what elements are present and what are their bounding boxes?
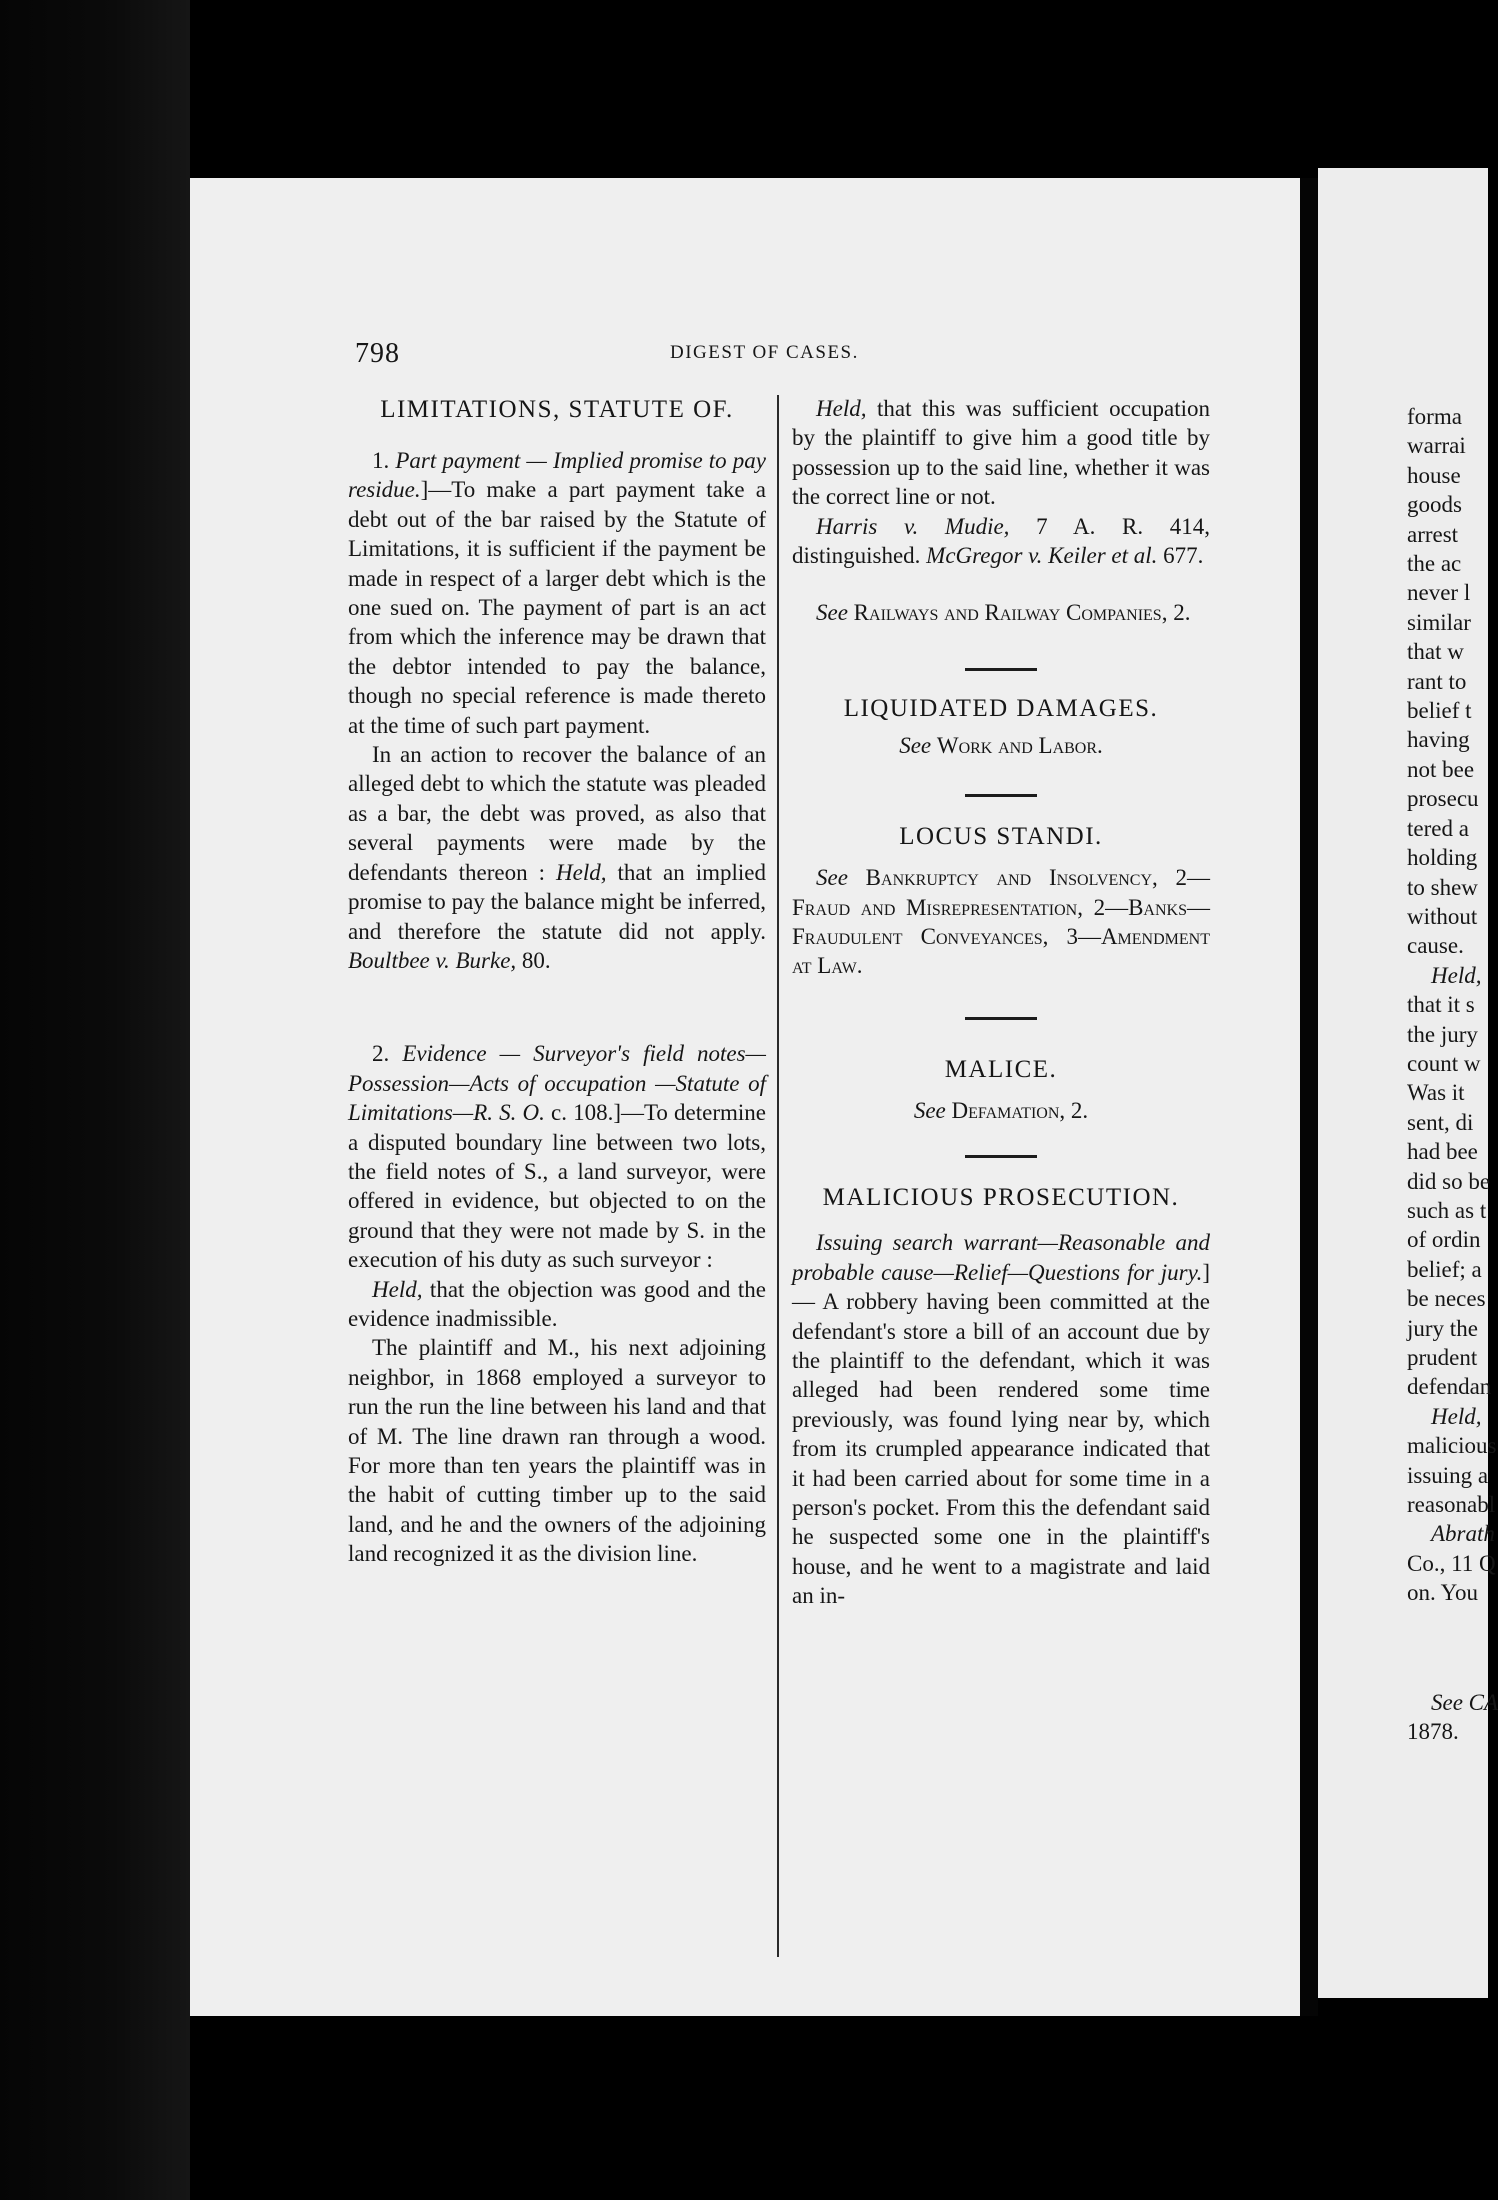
next-page-line: had bee <box>1407 1139 1478 1165</box>
next-page-line: See CA <box>1431 1689 1498 1715</box>
right-column <box>792 394 1210 1611</box>
next-page-line: never l <box>1407 580 1471 606</box>
cross-ref-text: Railways and Railway Companies, 2. <box>853 600 1191 626</box>
citation-1-ref: 7 A. R. 414, distinguished. <box>792 513 1210 569</box>
case-text: ]—To make a part payment take a debt out of the bar raised by the Statute of Limitations, it is sufficient if the payment be made in respect of a larger debt which is the one sued on. The payment of part is an act from which the inference may be drawn that the debtor intended to pay the balance, though no special reference is made thereto at the time of such part payment. <box>348 477 766 738</box>
heading-liquidated-damages: LIQUIDATED DAMAGES. <box>843 694 1159 722</box>
next-page-line: Abrath <box>1431 1521 1495 1547</box>
next-page-line: on. You <box>1407 1580 1478 1606</box>
case-limitations-2 <box>348 1039 766 1274</box>
next-page-line: goods <box>1407 492 1462 518</box>
held-text: that this was sufficient occupation by the plaintiff to give him a good title by possession up to the said line, whether it was the correct line or not. <box>792 396 1210 510</box>
cross-ref-malice <box>792 1096 1210 1125</box>
heading-locus-standi: LOCUS STANDI. <box>899 823 1103 851</box>
cross-ref-locus <box>792 863 1210 981</box>
next-page-line: without <box>1407 903 1478 929</box>
case-text: ]—To determine a disputed boundary line between two lots, the field notes of S., a land surveyor, were offered in evidence, but objected to on the ground that they were not made by S. in the execution of his duty as such surveyor : <box>348 1100 766 1273</box>
next-page-line: issuing a <box>1407 1462 1489 1488</box>
citation-2: McGregor v. Keiler et al. <box>926 543 1158 569</box>
next-page-line: arrest <box>1407 521 1459 547</box>
case-title: Evidence — Surveyor's field notes—Possession—Acts of occupation —Statute of Limitations—R. S. O. <box>348 1041 767 1126</box>
held-label: Held, <box>816 396 867 421</box>
next-page-line: similar <box>1407 609 1471 635</box>
next-page-line: Held, <box>1431 962 1482 988</box>
held-label: Held, <box>372 1276 423 1302</box>
next-page-line: count w <box>1407 1050 1481 1076</box>
heading-malice: MALICE. <box>944 1055 1058 1083</box>
next-page-line: Was it <box>1407 1080 1465 1106</box>
next-page-line: such as t <box>1407 1197 1487 1223</box>
next-page-line: that it s <box>1407 992 1475 1018</box>
next-page-line: Held, <box>1431 1403 1482 1429</box>
next-page-line: belief t <box>1407 698 1472 724</box>
case-limitations-1 <box>348 446 766 740</box>
citation-1: Harris v. Mudie, <box>816 513 1010 539</box>
next-page-line: holding <box>1407 845 1478 871</box>
column-rule <box>777 395 779 1957</box>
next-page-line: reasonabl <box>1407 1492 1496 1518</box>
para-text: that an implied promise to pay the balance might be inferred, and therefore the statute did not apply. <box>348 859 767 944</box>
cross-ref-railways <box>792 598 1210 627</box>
next-page-line: warrai <box>1407 433 1466 459</box>
case-limitations-2-para3: The plaintiff and M., his next adjoining neighbor, in 1868 employed a surveyor to run the run the line between his land and that of M. The line drawn ran through a wood. For more than ten years the plaintiff was in the habit of cutting timber up to the said land, and he and the owners of the adjoining land recognized it as the division line. <box>348 1335 766 1567</box>
next-page-line: tered a <box>1407 815 1469 841</box>
heading-limitations: LIMITATIONS, STATUTE OF. <box>380 396 734 423</box>
cross-ref-text: Defamation, 2. <box>951 1097 1089 1123</box>
next-page-fragment <box>1318 168 1498 1998</box>
case-malicious-prosecution <box>792 1228 1210 1610</box>
case-number: 1. <box>372 448 390 473</box>
cross-ref-text: Work and Labor. <box>936 732 1103 758</box>
next-page-line: forma <box>1407 404 1462 429</box>
gutter-shadow <box>1300 178 1318 2016</box>
next-page-line: house <box>1407 462 1461 488</box>
para-text: In an action to recover the balance of an alleged debt to which the statute was pleaded as a bar, the debt was proved, as also that several payments were made by the defendants thereon : <box>348 742 766 885</box>
case-limitations-1-para2 <box>348 740 766 975</box>
next-page-line: of ordin <box>1407 1227 1481 1253</box>
next-page-line: sent, di <box>1407 1109 1474 1135</box>
cross-ref-liquidated <box>792 731 1210 760</box>
left-column <box>348 394 766 1569</box>
case-citation: Boultbee v. Burke, <box>348 947 517 973</box>
case-title: Part payment — Implied promise to pay residue. <box>348 448 766 503</box>
next-page-line: rant to <box>1407 668 1467 694</box>
next-page-line: belief; a <box>1407 1256 1482 1282</box>
heading-malicious-prosecution: MALICIOUS PROSECUTION. <box>822 1184 1180 1212</box>
next-page-line: prudent <box>1407 1345 1478 1370</box>
page-number: 798 <box>355 338 400 369</box>
held-text: that the objection was good and the evidence inadmissible. <box>348 1276 766 1331</box>
case-continuation <box>792 394 1210 512</box>
next-page-line: cause. <box>1407 933 1464 959</box>
next-page-line: defendan <box>1407 1374 1492 1400</box>
next-page-line: the ac <box>1407 551 1462 577</box>
next-page-line: prosecu <box>1407 786 1479 812</box>
see-word: See <box>816 600 848 626</box>
scan-background-left <box>0 0 190 2200</box>
case-title-tail: c. 108. <box>551 1100 614 1126</box>
next-page-line: to shew <box>1407 874 1478 900</box>
see-word: See <box>816 865 848 891</box>
case-number: 2. <box>372 1041 390 1067</box>
next-page-line: 1878. <box>1407 1719 1459 1745</box>
citation-page: 80. <box>521 947 551 973</box>
next-page-line: the jury <box>1407 1021 1478 1047</box>
see-word: See <box>899 732 932 758</box>
see-word: See <box>913 1097 946 1123</box>
case-text: ] — A robbery having been committed at the defendant's store a bill of an account due by the plaintiff to the defendant, which it was alleged had been rendered some time previously, was found lying near by, which from its crumpled appearance indicated that it had been carried about for some time in a person's pocket. From this the defendant said he suspected some one in the plaintiff's house, and he went to a magistrate and laid an in- <box>792 1259 1210 1609</box>
case-citations <box>792 512 1210 571</box>
next-page-line: having <box>1407 727 1470 753</box>
next-page-line: be neces <box>1407 1286 1486 1312</box>
next-page-line: Co., 11 Q <box>1407 1550 1496 1576</box>
next-page-line: malicious <box>1407 1433 1497 1459</box>
next-page-line: jury the <box>1407 1315 1478 1341</box>
cross-ref-text: Bankruptcy and Insolvency, 2—Fraud and Misrepresentation, 2—Banks—Fraudulent Conveyances, 3—Amendment at Law. <box>792 865 1211 979</box>
next-page-line: that w <box>1407 639 1464 665</box>
citation-2-ref: 677. <box>1157 543 1204 569</box>
case-limitations-2-held <box>348 1275 766 1334</box>
held-label: Held, <box>556 859 607 885</box>
next-page-line: not bee <box>1407 756 1475 782</box>
case-title: Issuing search warrant—Reasonable and probable cause—Relief—Questions for jury. <box>792 1230 1210 1285</box>
running-head: DIGEST OF CASES. <box>670 342 859 363</box>
next-page-line: did so be <box>1407 1168 1491 1194</box>
